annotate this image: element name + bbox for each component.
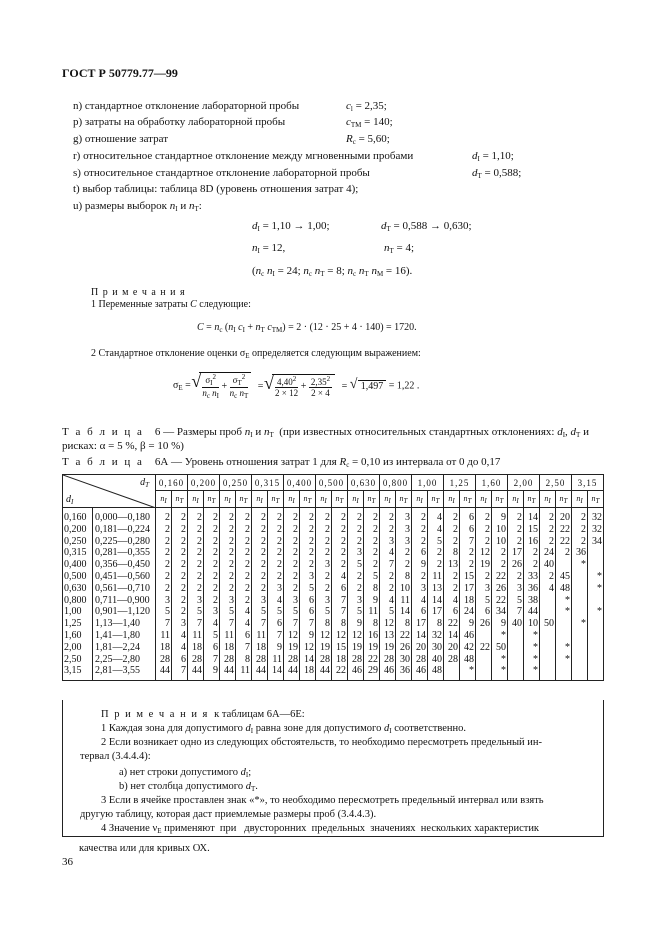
document-header: ГОСТ Р 50779.77—99 <box>62 66 178 80</box>
subheader-ni: $n_I$ <box>188 491 204 508</box>
ni-values-column: 2 2 2 3 5 2 2 3 5 9 12 19 28 46 <box>348 508 364 681</box>
footnote-3a: 3 Если в ячейке проставлен знак «*», то необходимо пересмотреть предельный интервал или взять <box>101 795 544 806</box>
item-text: g) отношение затрат <box>73 133 169 145</box>
nt-values-column: 2 2 2 2 2 2 2 2 2 3 4 4 6 7 <box>172 508 188 681</box>
formula-sigma: $\sigma_E$ = √ $\frac{\sigma_I^2}{n_c n_I}$ + $\frac{\sigma_T^2}{n_c n_T}$ = √ $\frac{4,40^2}{2 \times 12}$ + $\frac{2,35^2}{2 \times 4}$ = √ 1,497 = 1,22 . <box>173 371 420 400</box>
item-s <box>73 167 370 179</box>
notes-title: П р и м е ч а н и я <box>91 287 186 298</box>
item-text: p) затраты на обработку лабораторной пробы <box>73 116 286 128</box>
subheader-nt: $n_T$ <box>300 491 316 508</box>
corner-header <box>63 475 156 508</box>
note-2: 2 Стандартное отклонение оценки $\sigma_E$ определяется следующим выражением: <box>91 348 421 360</box>
subheader-ni: $n_I$ <box>348 491 364 508</box>
ni-values-column: 2 2 2 2 2 2 2 3 5 7 11 18 28 44 <box>156 508 172 681</box>
subheader-nt: $n_T$ <box>428 491 444 508</box>
nt-values-column: 4 4 5 2 2 11 13 14 17 8 32 30 40 48 <box>428 508 444 681</box>
item-r-value: $d_I = 1,10$; <box>472 150 514 163</box>
ni-values-column: 2 2 2 36 * * <box>572 508 588 681</box>
ni-values-column: 2 2 2 17 26 2 3 5 7 40 <box>508 508 524 681</box>
item-g <box>73 133 168 145</box>
subheader-nt: $n_T$ <box>396 491 412 508</box>
subheader-nt: $n_T$ <box>556 491 572 508</box>
column-header: 0,630 <box>348 475 380 491</box>
subheader-ni: $n_I$ <box>412 491 428 508</box>
subheader-nt: $n_T$ <box>524 491 540 508</box>
ni-values-column: 2 2 2 2 3 2 2 3 5 8 12 19 28 44 <box>316 508 332 681</box>
subheader-nt: $n_T$ <box>236 491 252 508</box>
nt-values-column: 2 2 2 2 2 3 5 6 6 7 9 12 14 18 <box>300 508 316 681</box>
column-header: 0,160 <box>156 475 188 491</box>
item-p <box>73 116 285 128</box>
item-n-value: $c_l = 2,35$; <box>346 100 387 113</box>
nt-values-column: 2 2 2 2 2 2 3 4 5 6 7 9 11 14 <box>268 508 284 681</box>
item-text: r) относительное стандартное отклонение между мгновенными пробами <box>73 150 414 162</box>
formula-sigma-result: = 1,22 . <box>388 380 420 392</box>
subheader-nt: $n_T$ <box>204 491 220 508</box>
subheader-nt: $n_T$ <box>588 491 604 508</box>
subheader-nt: $n_T$ <box>364 491 380 508</box>
column-header: 2,50 <box>540 475 572 491</box>
footnote-title: П р и м е ч а н и я к таблицам 6А—6Е: <box>101 709 305 720</box>
calc-dt: $d_T = 0,588 \to 0,630$; <box>381 220 472 233</box>
item-p-value: $c_{TM} = 140$; <box>346 116 393 129</box>
nt-values-column: 2 2 2 2 2 4 6 7 7 8 12 15 18 22 <box>332 508 348 681</box>
ni-values-column: 2 2 2 8 13 2 2 4 6 22 14 20 28 <box>444 508 460 681</box>
ni-values-column: 2 2 2 2 2 2 2 3 5 7 11 18 28 44 <box>220 508 236 681</box>
subheader-ni: $n_I$ <box>156 491 172 508</box>
range-column: 0,000—0,180 0,181—0,224 0,225—0,280 0,281—0,355 0,356—0,450 0,451—0,560 0,561—0,710 0,711—0,900 0,901—1,120 1,13—1,40 1,41—1,80 1,81—2,24 2,25—2,80 2,81—3,55 <box>93 508 156 681</box>
subheader-ni: $n_I$ <box>476 491 492 508</box>
table-6a <box>62 474 604 681</box>
subheader-ni: $n_I$ <box>444 491 460 508</box>
note-1: 1 Переменные затраты C следующие: <box>91 299 251 310</box>
subheader-ni: $n_I$ <box>284 491 300 508</box>
ni-values-column: 2 2 3 4 7 2 2 4 5 12 13 19 28 46 <box>380 508 396 681</box>
di-values-column: 0,160 0,200 0,250 0,315 0,400 0,500 0,630 0,800 1,00 1,25 1,60 2,00 2,50 3,15 <box>63 508 93 681</box>
header-dt: $d_T$ <box>140 477 149 489</box>
column-header: 0,315 <box>252 475 284 491</box>
item-n <box>73 100 299 112</box>
calc-d1: $d_I = 1,10 \to 1,00$; <box>252 220 330 233</box>
column-header: 0,400 <box>284 475 316 491</box>
table6-title-line2: рисках: α = 5 %, β = 10 %) <box>62 440 184 452</box>
subheader-nt: $n_T$ <box>492 491 508 508</box>
subheader-nt: $n_T$ <box>332 491 348 508</box>
column-header: 0,200 <box>188 475 220 491</box>
nt-values-column: 2 2 2 2 2 2 2 2 3 4 5 6 7 9 <box>204 508 220 681</box>
column-header: 0,500 <box>316 475 348 491</box>
ni-values-column: 2 2 2 6 9 2 3 4 6 17 14 20 28 46 <box>412 508 428 681</box>
subheader-ni: $n_I$ <box>316 491 332 508</box>
calc-n1: $n_I = 12$, <box>252 242 286 255</box>
column-header: 3,15 <box>572 475 604 491</box>
subheader-nt: $n_T$ <box>268 491 284 508</box>
item-g-value: $R_c = 5,60$; <box>346 133 390 146</box>
subheader-ni: $n_I$ <box>572 491 588 508</box>
calc-products: ($n_c$ $n_I = 24$; $n_c$ $n_T = 8$; $n_c$ $n_T$ $n_M = 16$). <box>252 265 413 278</box>
column-header: 0,250 <box>220 475 252 491</box>
column-header: 1,00 <box>412 475 444 491</box>
table-footnotes <box>62 700 604 837</box>
subheader-nt: $n_T$ <box>460 491 476 508</box>
footnote-2a: 2 Если возникает одно из следующих обстоятельств, то необходимо пересмотреть предельный ин- <box>101 737 543 748</box>
footnote-2d: b) нет столбца допустимого $d_T$. <box>119 781 258 793</box>
nt-values-column: 2 2 2 2 2 2 2 2 4 4 6 7 8 11 <box>236 508 252 681</box>
footnote-3b: другую таблицу, которая даст приемлемые размеры проб (3.4.4.3). <box>80 809 377 820</box>
column-header: 1,25 <box>444 475 476 491</box>
column-header: 1,60 <box>476 475 508 491</box>
subheader-ni: $n_I$ <box>508 491 524 508</box>
footnote-2b: тервал (3.4.4.4): <box>80 751 151 762</box>
item-u: u) размеры выборок $n_I$ и $n_T$: <box>73 200 202 213</box>
item-text: n) стандартное отклонение лабораторной пробы <box>73 100 300 112</box>
ni-values-column: 2 2 2 2 2 2 2 3 5 7 12 19 28 44 <box>284 508 300 681</box>
formula-c: $C = n_c$ ($n_I$ $c_I + n_T$ $c_{TM}) = 2 \cdot (12 \cdot 25 + 4 \cdot 140) = 1720$. <box>197 322 417 334</box>
footnote-4a: 4 Значение $\nu_E$ применяют при двусторонних предельных значениях нескольких характеристик <box>101 823 540 835</box>
subheader-ni: $n_I$ <box>220 491 236 508</box>
ni-values-column: 2 2 2 12 19 2 3 5 6 26 22 <box>476 508 492 681</box>
item-t: t) выбор таблицы: таблица 8D (уровень отношения затрат 4); <box>73 183 359 195</box>
ni-values-column: 2 2 2 24 40 2 4 50 <box>540 508 556 681</box>
footnote-4b: качества или для кривых ОХ. <box>79 843 210 854</box>
nt-values-column: 9 10 10 2 2 22 26 22 34 9 * 50 * * <box>492 508 508 681</box>
calc-nt: $n_T = 4$; <box>384 242 415 255</box>
nt-values-column: 14 15 16 2 2 33 36 38 44 10 * * * * <box>524 508 540 681</box>
footnote-2c: a) нет строки допустимого $d_I$; <box>119 767 252 779</box>
nt-values-column: 32 32 34 * * * <box>588 508 604 681</box>
item-text: s) относительное стандартное отклонение лабораторной пробы <box>73 167 370 179</box>
subheader-ni: $n_I$ <box>540 491 556 508</box>
nt-values-column: 3 3 3 2 2 8 10 11 14 8 22 26 30 36 <box>396 508 412 681</box>
table6-title-line1: Т а б л и ц а 6 — Размеры проб $n_I$ и $n_T$ (при известных относительных стандартных отклонениях: $d_I$, $d_T$ и <box>62 426 589 439</box>
subheader-ni: $n_I$ <box>252 491 268 508</box>
item-r <box>73 150 413 162</box>
subheader-ni: $n_I$ <box>380 491 396 508</box>
page-number: 36 <box>62 856 73 868</box>
nt-values-column: 6 6 7 2 2 15 17 18 24 9 46 42 48 * <box>460 508 476 681</box>
ni-values-column: 2 2 2 2 2 2 2 3 5 7 11 18 28 44 <box>252 508 268 681</box>
subheader-nt: $n_T$ <box>172 491 188 508</box>
table6a-title: Т а б л и ц а 6А — Уровень отношения затрат 1 для $R_c = 0,10$ из интервала от 0 до 0,17 <box>62 456 501 469</box>
header-di: $d_I$ <box>66 494 74 506</box>
nt-values-column: 20 22 22 2 45 48 * * * * <box>556 508 572 681</box>
ni-values-column: 2 2 2 2 2 2 2 3 5 7 11 18 28 44 <box>188 508 204 681</box>
footnote-1: 1 Каждая зона для допустимого $d_I$ равна зоне для допустимого $d_I$ соответственно. <box>101 723 466 735</box>
item-s-value: $d_T = 0,588$; <box>472 167 522 180</box>
column-header: 0,800 <box>380 475 412 491</box>
nt-values-column: 2 2 2 2 2 5 8 9 11 8 16 19 22 29 <box>364 508 380 681</box>
column-header: 2,00 <box>508 475 540 491</box>
